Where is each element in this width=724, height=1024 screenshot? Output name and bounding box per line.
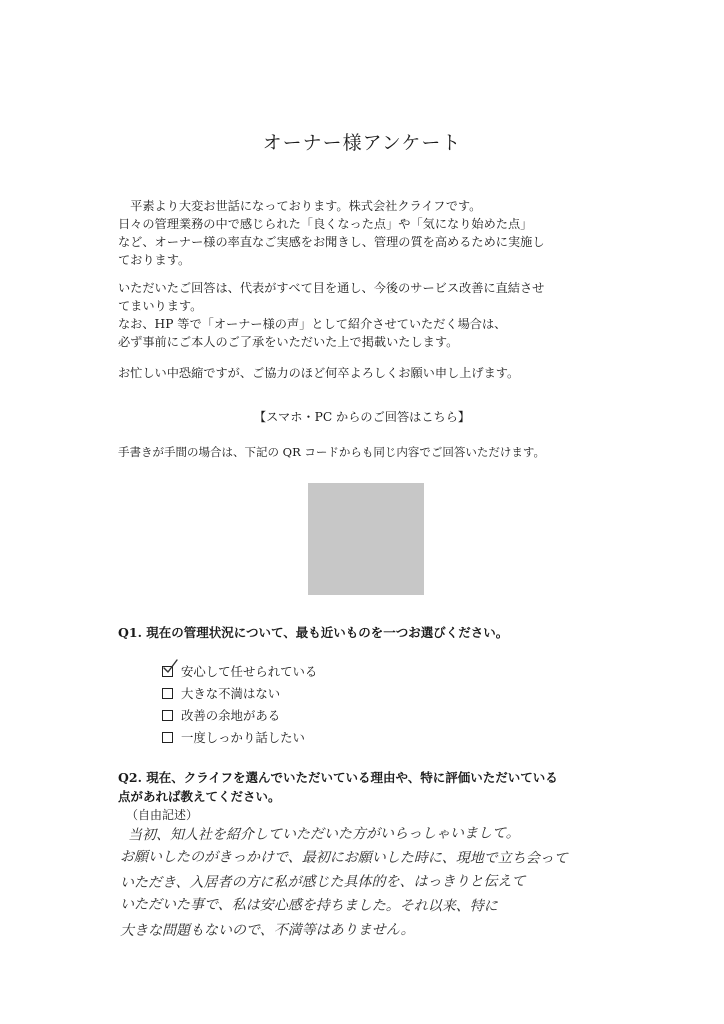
option-label: 改善の余地がある <box>181 708 281 723</box>
option-item[interactable] <box>162 726 317 748</box>
qr-code-placeholder[interactable] <box>308 483 424 595</box>
policy-line: いただいたご回答は、代表がすべて目を通し、今後のサービス改善に直結させ <box>118 281 545 295</box>
option-item[interactable] <box>162 660 317 682</box>
option-item[interactable] <box>162 704 317 726</box>
intro-line: ております。 <box>118 253 191 267</box>
intro-line: など、オーナー様の率直なご実感をお聞きし、管理の質を高めるために実施し <box>118 235 545 249</box>
answer-line: いただき、入居者の方に私が感じた具体的を、はっきりと伝えて <box>119 873 526 891</box>
answer-line: お願いしたのがきっかけで、最初にお願いした時に、現地で立ち会って <box>119 849 568 867</box>
checkbox[interactable] <box>162 710 173 721</box>
question-1-options <box>162 660 317 748</box>
intro-paragraph <box>118 197 618 269</box>
option-label: 大きな不満はない <box>181 686 281 701</box>
policy-line: 必ず事前にご本人のご了承をいただいた上で掲載いたします。 <box>118 335 459 349</box>
answer-line: 大きな問題もないので、不満等はありません。 <box>119 921 415 939</box>
web-answer-heading: 【スマホ・PC からのご回答はこちら】 <box>253 410 471 424</box>
intro-line: 平素より大変お世話になっております。株式会社クライフです。 <box>118 199 482 213</box>
page-title: オーナー様アンケート <box>262 132 462 154</box>
question-1-title: Q1. 現在の管理状況について、最も近いものを一つお選びください。 <box>118 625 509 640</box>
answer-line: 当初、知人社を紹介していただいた方がいらっしゃいまして。 <box>127 825 520 844</box>
question-2-title-line: Q2. 現在、クライフを選んでいただいている理由や、特に評価いただいている <box>118 770 558 785</box>
policy-paragraph <box>118 279 618 351</box>
policy-line: てまいります。 <box>118 299 203 313</box>
checkbox[interactable] <box>162 732 173 743</box>
checkbox[interactable] <box>162 688 173 699</box>
option-label: 安心して任せられている <box>181 664 318 679</box>
checkbox-checked[interactable] <box>162 666 173 677</box>
answer-line: いただいた事で、私は安心感を持ちました。それ以来、特に <box>119 896 498 915</box>
intro-line: 日々の管理業務の中で感じられた「良くなった点」や「気になり始めた点」 <box>118 217 533 231</box>
check-mark-icon <box>162 659 178 675</box>
qr-note: 手書きが手間の場合は、下記の QR コードからも同じ内容でご回答いただけます。 <box>118 445 545 459</box>
option-label: 一度しっかり話したい <box>181 730 305 745</box>
free-text-label: （自由記述） <box>126 808 199 822</box>
question-2-title-line: 点があれば教えてください。 <box>118 789 281 804</box>
closing-line: お忙しい中恐縮ですが、ご協力のほど何卒よろしくお願い申し上げます。 <box>118 366 520 380</box>
policy-line: なお、HP 等で「オーナー様の声」として紹介させていただく場合は、 <box>118 317 507 331</box>
option-item[interactable] <box>162 682 317 704</box>
handwritten-answer[interactable] <box>120 822 660 942</box>
question-2-title <box>118 768 558 806</box>
